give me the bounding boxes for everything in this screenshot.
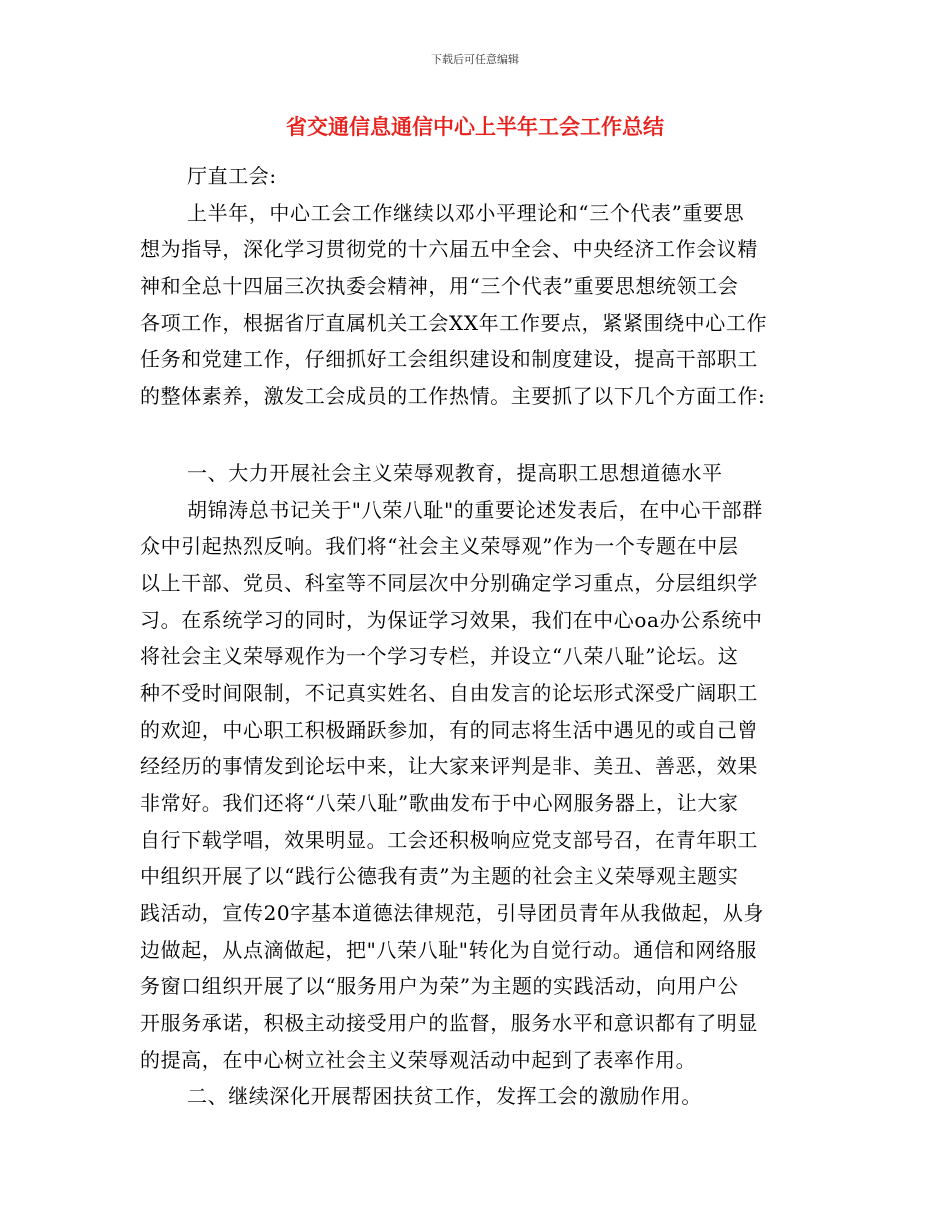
paragraph-line: 非常好。我们还将“八荣八耻”歌曲发布于中心网服务器上，让大家 bbox=[140, 791, 739, 815]
section-heading: 一、大力开展社会主义荣辱观教育，提高职工思想道德水平 bbox=[187, 461, 723, 485]
section-heading: 二、继续深化开展帮困扶贫工作，发挥工会的激励作用。 bbox=[187, 1084, 702, 1108]
paragraph-line: 边做起，从点滴做起，把"八荣八耻"转化为自觉行动。通信和网络服 bbox=[140, 938, 757, 962]
paragraph-line: 想为指导，深化学习贯彻党的十六届五中全会、中央经济工作会议精 bbox=[140, 237, 758, 261]
paragraph-line: 各项工作，根据省厅直属机关工会XX年工作要点，紧紧围绕中心工作 bbox=[140, 311, 768, 335]
paragraph-line: 将社会主义荣辱观作为一个学习专栏，并设立“八荣八耻”论坛。这 bbox=[140, 644, 739, 668]
paragraph-line: 的整体素养，激发工会成员的工作热情。主要抓了以下几个方面工作: bbox=[140, 384, 766, 408]
paragraph-line: 神和全总十四届三次执委会精神，用“三个代表”重要思想统领工会 bbox=[140, 274, 739, 298]
paragraph-line: 践活动，宣传20字基本道德法律规范，引导团员青年从我做起，从身 bbox=[140, 901, 765, 925]
paragraph-line: 种不受时间限制，不记真实姓名、自由发言的论坛形式深受广阔职工 bbox=[140, 681, 758, 705]
paragraph-line: 任务和党建工作，仔细抓好工会组织建设和制度建设，提高干部职工 bbox=[140, 347, 758, 371]
paragraph-line: 中组织开展了以“践行公德我有责”为主题的社会主义荣辱观主题实 bbox=[140, 864, 739, 888]
paragraph-line: 上半年，中心工会工作继续以邓小平理论和“三个代表”重要思 bbox=[187, 201, 745, 225]
paragraph-line: 经经历的事情发到论坛中来，让大家来评判是非、美丑、善恶，效果 bbox=[140, 754, 758, 778]
document-title: 省交通信息通信中心上半年工会工作总结 bbox=[286, 115, 664, 139]
paragraph-line: 自行下载学唱，效果明显。工会还积极响应党支部号召，在青年职工 bbox=[140, 828, 758, 852]
paragraph-line: 务窗口组织开展了以“服务用户为荣”为主题的实践活动，向用户公 bbox=[140, 974, 739, 998]
salutation: 厅直工会: bbox=[187, 164, 277, 188]
paragraph-line: 胡锦涛总书记关于"八荣八耻"的重要论述发表后，在中心干部群 bbox=[187, 498, 763, 522]
paragraph-line: 以上干部、党员、科室等不同层次中分别确定学习重点，分层组织学 bbox=[140, 571, 758, 595]
paragraph-line: 的欢迎，中心职工积极踊跃参加，有的同志将生活中遇见的或自己曾 bbox=[140, 718, 758, 742]
paragraph-line: 开服务承诺，积极主动接受用户的监督，服务水平和意识都有了明显 bbox=[140, 1011, 758, 1035]
paragraph-line: 的提高，在中心树立社会主义荣辱观活动中起到了表率作用。 bbox=[140, 1048, 697, 1072]
paragraph-line: 习。在系统学习的同时，为保证学习效果，我们在中心oa办公系统中 bbox=[140, 608, 763, 632]
paragraph-line: 众中引起热烈反响。我们将“社会主义荣辱观”作为一个专题在中层 bbox=[140, 534, 739, 558]
header-note: 下载后可任意编辑 bbox=[431, 53, 519, 66]
